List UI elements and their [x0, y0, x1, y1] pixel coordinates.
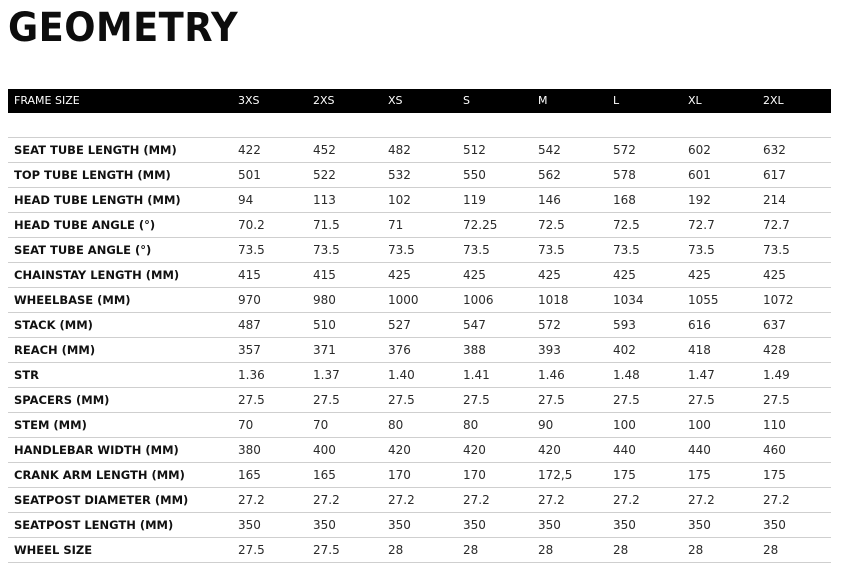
table-spacer — [8, 113, 831, 138]
table-cell: 100 — [613, 418, 636, 432]
table-cell: 1018 — [538, 293, 569, 307]
table-cell: 1006 — [463, 293, 494, 307]
row-label: WHEEL SIZE — [14, 543, 93, 557]
table-cell: 27.5 — [388, 393, 415, 407]
table-cell: 28 — [613, 543, 629, 557]
table-cell: 1072 — [763, 293, 794, 307]
table-cell: 70.2 — [238, 218, 265, 232]
table-cell: 72.7 — [763, 218, 790, 232]
table-row — [8, 538, 831, 563]
table-cell: 27.2 — [463, 493, 490, 507]
header-size: 2XS — [313, 94, 335, 107]
table-cell: 970 — [238, 293, 261, 307]
table-cell: 482 — [388, 143, 411, 157]
table-cell: 28 — [538, 543, 554, 557]
page-title: GEOMETRY — [8, 5, 239, 51]
table-cell: 487 — [238, 318, 261, 332]
table-cell: 602 — [688, 143, 711, 157]
table-cell: 637 — [763, 318, 786, 332]
table-cell: 532 — [388, 168, 411, 182]
table-cell: 1000 — [388, 293, 419, 307]
table-row — [8, 413, 831, 438]
table-cell: 350 — [538, 518, 561, 532]
table-cell: 175 — [688, 468, 711, 482]
table-cell: 80 — [463, 418, 479, 432]
table-cell: 170 — [463, 468, 486, 482]
table-cell: 27.5 — [538, 393, 565, 407]
table-cell: 73.5 — [388, 243, 415, 257]
table-body — [8, 138, 831, 563]
table-cell: 350 — [463, 518, 486, 532]
table-cell: 73.5 — [613, 243, 640, 257]
header-size: L — [613, 94, 620, 107]
table-cell: 572 — [538, 318, 561, 332]
table-row — [8, 313, 831, 338]
table-cell: 357 — [238, 343, 261, 357]
table-cell: 73.5 — [538, 243, 565, 257]
table-cell: 168 — [613, 193, 636, 207]
table-cell: 28 — [463, 543, 479, 557]
table-cell: 420 — [538, 443, 561, 457]
row-label: HEAD TUBE LENGTH (MM) — [14, 193, 181, 207]
table-cell: 440 — [688, 443, 711, 457]
table-cell: 572 — [613, 143, 636, 157]
table-row — [8, 363, 831, 388]
table-cell: 542 — [538, 143, 561, 157]
table-cell: 28 — [388, 543, 404, 557]
table-cell: 119 — [463, 193, 486, 207]
table-cell: 350 — [388, 518, 411, 532]
table-cell: 501 — [238, 168, 261, 182]
table-cell: 425 — [688, 268, 711, 282]
table-cell: 214 — [763, 193, 786, 207]
row-label: SEAT TUBE ANGLE (°) — [14, 243, 152, 257]
table-cell: 165 — [238, 468, 261, 482]
table-cell: 425 — [613, 268, 636, 282]
table-cell: 175 — [613, 468, 636, 482]
table-cell: 94 — [238, 193, 254, 207]
header-size: S — [463, 94, 470, 107]
table-cell: 175 — [763, 468, 786, 482]
table-cell: 73.5 — [238, 243, 265, 257]
table-cell: 415 — [313, 268, 336, 282]
table-cell: 1.40 — [388, 368, 415, 382]
table-row — [8, 438, 831, 463]
table-row — [8, 263, 831, 288]
table-cell: 371 — [313, 343, 336, 357]
table-row — [8, 288, 831, 313]
table-cell: 380 — [238, 443, 261, 457]
table-cell: 550 — [463, 168, 486, 182]
header-size: XS — [388, 94, 403, 107]
table-cell: 27.2 — [538, 493, 565, 507]
table-cell: 425 — [538, 268, 561, 282]
table-cell: 428 — [763, 343, 786, 357]
table-cell: 110 — [763, 418, 786, 432]
row-label: TOP TUBE LENGTH (MM) — [14, 168, 171, 182]
table-cell: 1.49 — [763, 368, 790, 382]
row-label: STACK (MM) — [14, 318, 93, 332]
table-row — [8, 188, 831, 213]
table-cell: 522 — [313, 168, 336, 182]
table-cell: 616 — [688, 318, 711, 332]
table-header — [8, 89, 831, 113]
table-cell: 350 — [688, 518, 711, 532]
table-row — [8, 338, 831, 363]
table-cell: 601 — [688, 168, 711, 182]
row-label: SPACERS (MM) — [14, 393, 110, 407]
geometry-table — [8, 89, 831, 563]
table-cell: 27.2 — [238, 493, 265, 507]
table-cell: 71 — [388, 218, 404, 232]
table-cell: 72.7 — [688, 218, 715, 232]
table-row — [8, 463, 831, 488]
table-cell: 632 — [763, 143, 786, 157]
table-cell: 350 — [763, 518, 786, 532]
table-cell: 27.5 — [313, 393, 340, 407]
table-cell: 418 — [688, 343, 711, 357]
table-cell: 27.5 — [688, 393, 715, 407]
header-size: 2XL — [763, 94, 784, 107]
table-cell: 72.5 — [538, 218, 565, 232]
row-label: CRANK ARM LENGTH (MM) — [14, 468, 185, 482]
header-size: 3XS — [238, 94, 260, 107]
table-cell: 72.5 — [613, 218, 640, 232]
row-label: REACH (MM) — [14, 343, 96, 357]
table-cell: 172,5 — [538, 468, 573, 482]
table-cell: 192 — [688, 193, 711, 207]
table-cell: 71.5 — [313, 218, 340, 232]
table-cell: 73.5 — [763, 243, 790, 257]
table-cell: 27.5 — [463, 393, 490, 407]
table-cell: 425 — [388, 268, 411, 282]
table-cell: 73.5 — [688, 243, 715, 257]
table-cell: 27.5 — [238, 393, 265, 407]
table-row — [8, 138, 831, 163]
table-cell: 422 — [238, 143, 261, 157]
table-cell: 27.5 — [763, 393, 790, 407]
table-row — [8, 488, 831, 513]
row-label: CHAINSTAY LENGTH (MM) — [14, 268, 180, 282]
table-cell: 393 — [538, 343, 561, 357]
table-cell: 1.46 — [538, 368, 565, 382]
table-cell: 512 — [463, 143, 486, 157]
table-cell: 420 — [388, 443, 411, 457]
table-cell: 165 — [313, 468, 336, 482]
table-cell: 578 — [613, 168, 636, 182]
table-cell: 350 — [313, 518, 336, 532]
table-cell: 400 — [313, 443, 336, 457]
table-cell: 402 — [613, 343, 636, 357]
table-cell: 146 — [538, 193, 561, 207]
table-row — [8, 513, 831, 538]
table-cell: 27.5 — [613, 393, 640, 407]
table-cell: 617 — [763, 168, 786, 182]
table-cell: 510 — [313, 318, 336, 332]
table-row — [8, 213, 831, 238]
table-row — [8, 388, 831, 413]
table-cell: 452 — [313, 143, 336, 157]
table-cell: 415 — [238, 268, 261, 282]
row-label: SEATPOST LENGTH (MM) — [14, 518, 174, 532]
row-label: HEAD TUBE ANGLE (°) — [14, 218, 156, 232]
table-cell: 388 — [463, 343, 486, 357]
table-cell: 350 — [238, 518, 261, 532]
table-cell: 27.5 — [238, 543, 265, 557]
table-cell: 73.5 — [313, 243, 340, 257]
table-cell: 1034 — [613, 293, 644, 307]
table-cell: 440 — [613, 443, 636, 457]
table-cell: 1.36 — [238, 368, 265, 382]
table-cell: 80 — [388, 418, 404, 432]
table-cell: 980 — [313, 293, 336, 307]
table-cell: 1.37 — [313, 368, 340, 382]
table-row — [8, 163, 831, 188]
table-cell: 27.5 — [313, 543, 340, 557]
table-cell: 593 — [613, 318, 636, 332]
table-cell: 420 — [463, 443, 486, 457]
table-cell: 1.41 — [463, 368, 490, 382]
table-cell: 350 — [613, 518, 636, 532]
table-cell: 170 — [388, 468, 411, 482]
header-size: M — [538, 94, 548, 107]
table-cell: 27.2 — [688, 493, 715, 507]
table-cell: 70 — [238, 418, 254, 432]
table-cell: 460 — [763, 443, 786, 457]
table-cell: 27.2 — [763, 493, 790, 507]
row-label: SEAT TUBE LENGTH (MM) — [14, 143, 177, 157]
table-cell: 562 — [538, 168, 561, 182]
table-cell: 1.48 — [613, 368, 640, 382]
table-cell: 1.47 — [688, 368, 715, 382]
table-cell: 27.2 — [313, 493, 340, 507]
table-cell: 547 — [463, 318, 486, 332]
row-label: SEATPOST DIAMETER (MM) — [14, 493, 189, 507]
table-cell: 425 — [763, 268, 786, 282]
table-cell: 70 — [313, 418, 329, 432]
row-label: STR — [14, 368, 39, 382]
table-cell: 27.2 — [613, 493, 640, 507]
table-cell: 376 — [388, 343, 411, 357]
table-cell: 100 — [688, 418, 711, 432]
table-cell: 28 — [688, 543, 704, 557]
table-cell: 72.25 — [463, 218, 498, 232]
table-cell: 90 — [538, 418, 554, 432]
header-size: XL — [688, 94, 702, 107]
table-cell: 27.2 — [388, 493, 415, 507]
row-label: HANDLEBAR WIDTH (MM) — [14, 443, 179, 457]
row-label: STEM (MM) — [14, 418, 87, 432]
table-cell: 527 — [388, 318, 411, 332]
table-cell: 73.5 — [463, 243, 490, 257]
header-frame-size: FRAME SIZE — [14, 94, 80, 107]
table-cell: 425 — [463, 268, 486, 282]
row-label: WHEELBASE (MM) — [14, 293, 131, 307]
table-row — [8, 238, 831, 263]
table-cell: 1055 — [688, 293, 719, 307]
table-cell: 28 — [763, 543, 779, 557]
table-cell: 102 — [388, 193, 411, 207]
table-cell: 113 — [313, 193, 336, 207]
